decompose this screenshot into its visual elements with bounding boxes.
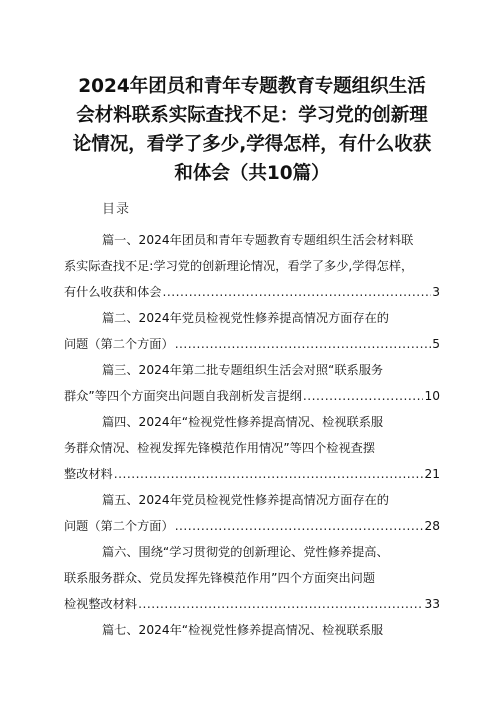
table-of-contents [64,227,440,643]
toc-entry-text: 务群众情况、检视发挥先锋模范作用情况”等四个检视查摆 [64,441,376,455]
document-title [64,72,440,188]
toc-entry-last-line [64,279,440,305]
title-line: 会材料联系实际查找不足：学习党的创新理 [76,105,428,126]
toc-entry-text: 问题（第二个方面） [64,519,174,533]
toc-entry-text: 问题（第二个方面） [64,337,174,351]
page-number: 3 [432,285,440,299]
toc-entry-last-line [64,461,440,487]
title-line: 2024年团员和青年专题教育专题组织生活 [78,76,426,97]
toc-entry-text: 篇四、2024年“检视党性修养提高情况、检视联系服 [102,415,384,429]
toc-heading: 目录 [102,202,131,217]
toc-entry[interactable] [64,227,440,305]
toc-entry-text: 整改材料 [64,467,113,481]
dot-leader [163,279,432,305]
toc-entry-text: 篇三、2024年第二批专题组织生活会对照“联系服务 [102,363,384,377]
page-number: 28 [424,519,440,533]
toc-entry[interactable] [64,487,440,539]
toc-entry-last-line [64,591,440,617]
page-number: 10 [424,389,440,403]
page-number: 21 [424,467,440,481]
toc-entry-last-line [64,331,440,357]
toc-entry-last-line [64,383,440,409]
toc-entry-text: 群众”等四个方面突出问题自我剖析发言提纲 [64,389,302,403]
page-number: 33 [424,597,440,611]
dot-leader [175,513,424,539]
title-line: 和体会（共10篇） [174,163,330,184]
toc-entry-text: 篇二、2024年党员检视党性修养提高情况方面存在的 [102,311,389,325]
toc-entry[interactable] [64,617,440,643]
dot-leader [138,591,423,617]
toc-entry-text: 篇六、围绕“学习贯彻党的创新理论、党性修养提高、 [102,545,389,559]
toc-entry-text: 篇五、2024年党员检视党性修养提高情况方面存在的 [102,493,389,507]
toc-entry-text: 篇一、2024年团员和青年专题教育专题组织生活会材料联 [102,233,414,247]
toc-entry-text: 篇七、2024年“检视党性修养提高情况、检视联系服 [102,623,384,637]
toc-entry-last-line [64,513,440,539]
toc-entry-text: 有什么收获和体会 [64,285,162,299]
toc-entry-text: 联系服务群众、党员发挥先锋模范作用”四个方面突出问题 [64,571,376,585]
dot-leader [114,461,424,487]
toc-entry[interactable] [64,539,440,617]
toc-entry[interactable] [64,357,440,409]
toc-entry-text: 检视整改材料 [64,597,138,611]
toc-entry-text: 系实际查找不足:学习党的创新理论情况，看学了多少,学得怎样， [64,259,414,273]
title-line: 论情况，看学了多少,学得怎样，有什么收获 [72,134,432,155]
page-number: 5 [432,337,440,351]
dot-leader [175,331,432,357]
toc-entry[interactable] [64,409,440,487]
dot-leader [303,383,424,409]
toc-entry[interactable] [64,305,440,357]
